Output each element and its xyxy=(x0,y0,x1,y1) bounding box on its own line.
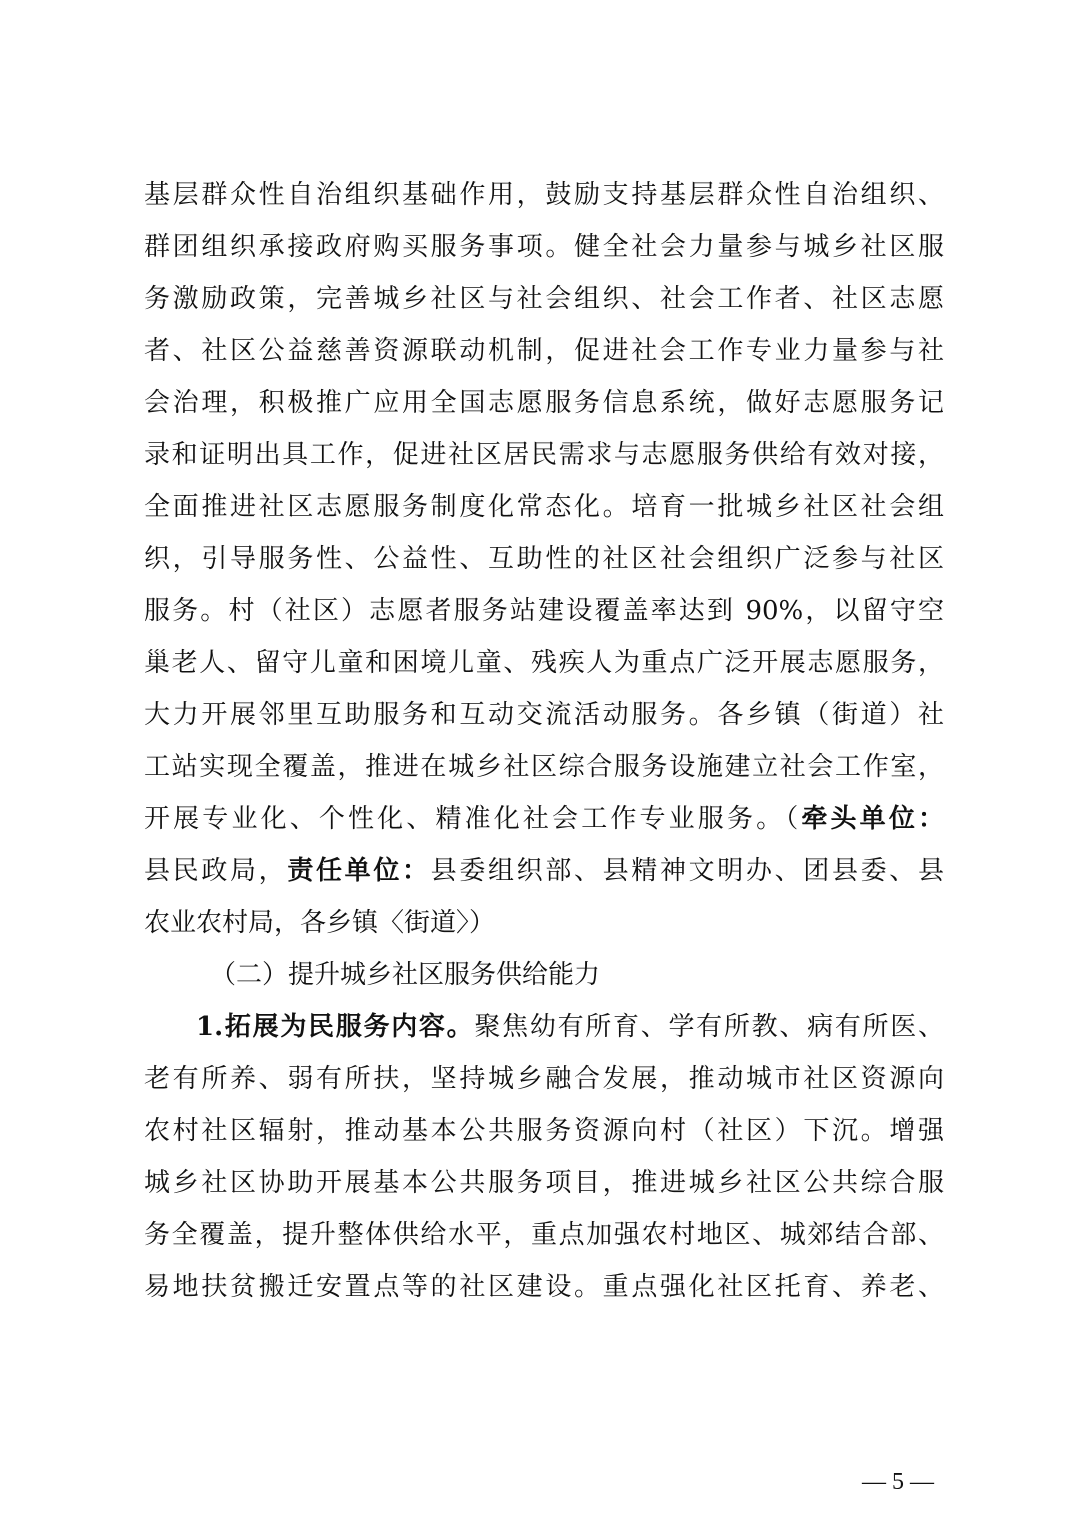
paragraph-line: 者、社区公益慈善资源联动机制，促进社会工作专业力量参与社 xyxy=(144,336,944,366)
paragraph-line: 老有所养、弱有所扶，坚持城乡融合发展，推动城市社区资源向 xyxy=(144,1064,944,1094)
paragraph-line: 农业农村局，各乡镇〈街道〉） xyxy=(144,908,496,938)
paragraph-line: 基层群众性自治组织基础作用，鼓励支持基层群众性自治组织、 xyxy=(144,180,944,210)
paragraph-line: 工站实现全覆盖，推进在城乡社区综合服务设施建立社会工作室， xyxy=(144,752,944,782)
paragraph-line xyxy=(144,845,944,897)
paragraph-line: 城乡社区协助开展基本公共服务项目，推进城乡社区公共综合服 xyxy=(144,1168,944,1198)
line-text: 开展专业化、个性化、精准化社会工作专业服务。（ xyxy=(144,804,802,834)
paragraph-line: 大力开展邻里互助服务和互动交流活动服务。各乡镇（街道）社 xyxy=(144,700,944,730)
paragraph-line: 服务。村（社区）志愿者服务站建设覆盖率达到 90%，以留守空 xyxy=(144,596,944,626)
paragraph-line: 务全覆盖，提升整体供给水平，重点加强农村地区、城郊结合部、 xyxy=(144,1220,944,1250)
line-text: 县委组织部、县精神文明办、团县委、县 xyxy=(430,856,944,886)
paragraph-line: 务激励政策，完善城乡社区与社会组织、社会工作者、社区志愿 xyxy=(144,284,944,314)
page-number: — 5 — xyxy=(862,1469,934,1495)
item-title: 1.拓展为民服务内容。 xyxy=(196,1012,475,1042)
paragraph-line: 录和证明出具工作，促进社区居民需求与志愿服务供给有效对接， xyxy=(144,440,944,470)
paragraph-line: 易地扶贫搬迁安置点等的社区建设。重点强化社区托育、养老、 xyxy=(144,1272,944,1302)
paragraph-line: 巢老人、留守儿童和困境儿童、残疾人为重点广泛开展志愿服务， xyxy=(144,648,944,678)
paragraph-line: 会治理，积极推广应用全国志愿服务信息系统，做好志愿服务记 xyxy=(144,388,944,418)
paragraph-line xyxy=(144,793,944,845)
paragraph-line: 织，引导服务性、公益性、互助性的社区社会组织广泛参与社区 xyxy=(144,544,944,574)
section-heading: （二）提升城乡社区服务供给能力 xyxy=(210,960,601,990)
line-text: 县民政局， xyxy=(144,856,288,886)
paragraph-line xyxy=(196,1001,944,1053)
responsible-unit-label: 责任单位： xyxy=(287,856,431,886)
paragraph-line: 农村社区辐射，推动基本公共服务资源向村（社区）下沉。增强 xyxy=(144,1116,944,1146)
paragraph-line: 群团组织承接政府购买服务事项。健全社会力量参与城乡社区服 xyxy=(144,232,944,262)
line-text: 聚焦幼有所育、学有所教、病有所医、 xyxy=(474,1012,944,1042)
lead-unit-label: 牵头单位： xyxy=(801,804,944,834)
paragraph-line: 全面推进社区志愿服务制度化常态化。培育一批城乡社区社会组 xyxy=(144,492,944,522)
